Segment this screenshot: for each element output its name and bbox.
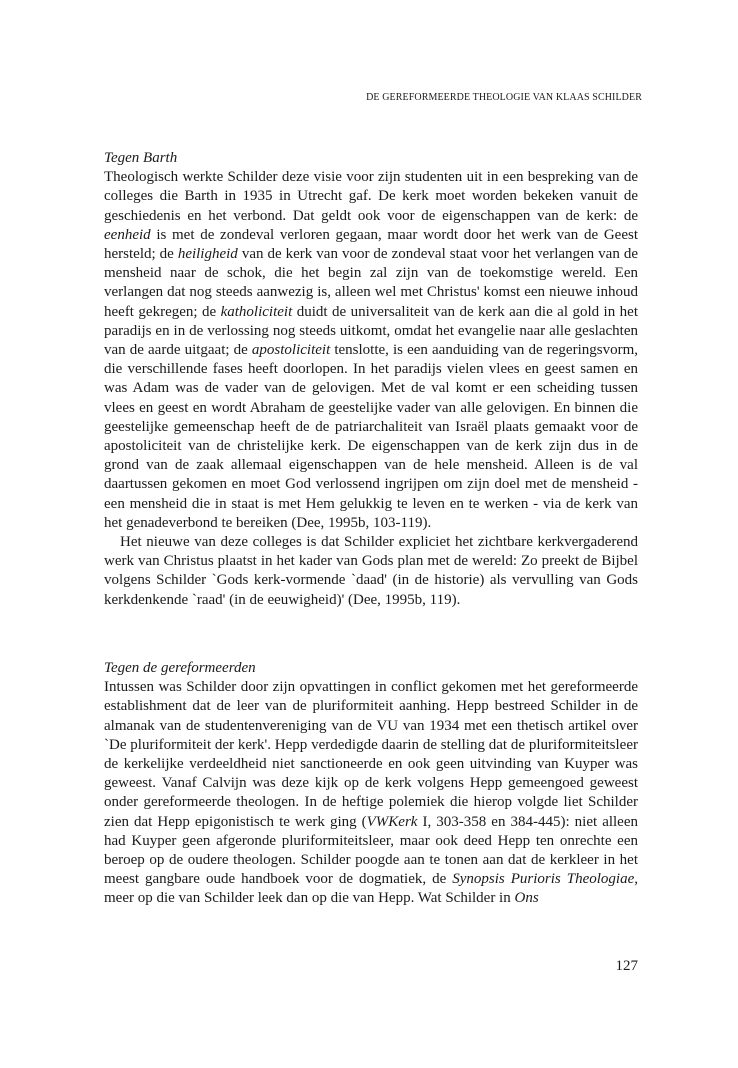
text-run: duidt de universaliteit van de kerk aan die al gold in het paradijs en in de verlossing nog steeds uitkomt, omdat het evangelie naar alle geslachten van de aarde uitgaat; de bbox=[104, 303, 638, 359]
text-run: Intussen was Schilder door zijn opvattingen in conflict gekomen met het gereformeerde establishment dat de leer van de pluriformiteit aanhing. Hepp bestreed Schilder in de almanak van de studentenvereniging van de VU van 1934 met een thetisch artikel over `De pluriformiteit der kerk'. Hepp verdedigde daarin de stelling dat de pluriformiteitsleer de kerkelijke verdeeldheid niet sanctioneerde en ook geen uitvinding van Kuyper was geweest. Vanaf Calvijn was deze kijk op de kerk volgens Hepp gemeengoed geweest onder gereformeerde theologen. In de heftige polemiek die hierop volgde liet Schilder zien dat Hepp epigonistisch te werk ging ( bbox=[104, 679, 638, 830]
paragraph bbox=[104, 168, 638, 533]
section-tegen-de-gereformeerden bbox=[104, 659, 638, 909]
italic-term: Ons bbox=[514, 890, 539, 907]
section-title: Tegen de gereformeerden bbox=[104, 660, 256, 676]
italic-term: Synopsis Purioris Theologiae bbox=[452, 871, 635, 888]
italic-term: heiligheid bbox=[177, 246, 238, 263]
section-tegen-barth bbox=[104, 149, 638, 610]
paragraph bbox=[104, 678, 638, 908]
page-number: 127 bbox=[615, 958, 638, 974]
italic-term: eenheid bbox=[104, 226, 151, 243]
italic-term: apostoliciteit bbox=[251, 342, 331, 359]
text-run: Theologisch werkte Schilder deze visie voor zijn studenten uit in een bespreking van de colleges die Barth in 1935 in Utrecht gaf. De kerk moet worden bekeken vanuit de geschiedenis en het verbond. Dat geldt ook voor de eigenschappen van de kerk: de bbox=[104, 169, 638, 224]
text-run: is met de zondeval verloren gegaan, maar wordt door het werk van de Geest hersteld; de bbox=[104, 226, 638, 263]
italic-term: VWKerk bbox=[366, 813, 418, 830]
running-header: DE GEREFORMEERDE THEOLOGIE VAN KLAAS SCHILDER bbox=[366, 92, 642, 103]
text-run: , meer op die van Schilder leek dan op die van Hepp. Wat Schilder in bbox=[104, 871, 638, 907]
paragraph: Het nieuwe van deze colleges is dat Schilder expliciet het zichtbare kerkvergaderend werk van Christus plaatst in het kader van Gods plan met de wereld: Zo preekt de Bijbel volgens Schilder `Gods kerk-vormende `daad' (in de historie) als vervulling van Gods kerkdenkende `raad' (in de eeuwigheid)' (Dee, 1995b, 119). bbox=[104, 534, 638, 608]
italic-term: katholiciteit bbox=[220, 303, 293, 320]
section-title: Tegen Barth bbox=[104, 150, 178, 166]
text-run: van de kerk van voor de zondeval staat voor het verlangen van de mensheid naar de schok, die het begin zal zijn van de toekomstige wereld. Een verlangen dat nog steeds aanwezig is, alleen wel met Christus' komst een nieuwe inhoud heeft gekregen; de bbox=[104, 246, 638, 320]
text-run: I, 303-358 en 384-445): niet alleen had Kuyper geen afgeronde pluriformiteitsleer, maar ook deed Hepp ten onrechte een beroep op de oudere theologen. Schilder poogde aan te tonen aan dat de kerkleer in het meest gangbare oude handboek voor de dogmatiek, de bbox=[104, 813, 638, 888]
text-run: tenslotte, is een aanduiding van de regeringsvorm, die verschillende fases heeft doorlopen. In het paradijs vielen vlees en geest samen en was Adam was de vader van de gelovigen. Met de val komt er een scheiding tussen vlees en geest en wordt Abraham de geestelijke vader van alle gelovigen. En binnen die geestelijke gemeenschap heeft de de patriarchaliteit van Israël plaats gemaakt voor de apostoliciteit van de christelijke kerk. De eigenschappen van de kerk zijn dus in de grond van de zaak allemaal eigenschappen van de hele mensheid. Alleen is de val daartussen gekomen en moet God verlossend ingrijpen om zijn doel met de mensheid - een mensheid die in staat is met Hem gelukkig te leven en te werken - via de kerk van het genadeverbond te bereiken (Dee, 1995b, 103-119). bbox=[104, 342, 638, 531]
